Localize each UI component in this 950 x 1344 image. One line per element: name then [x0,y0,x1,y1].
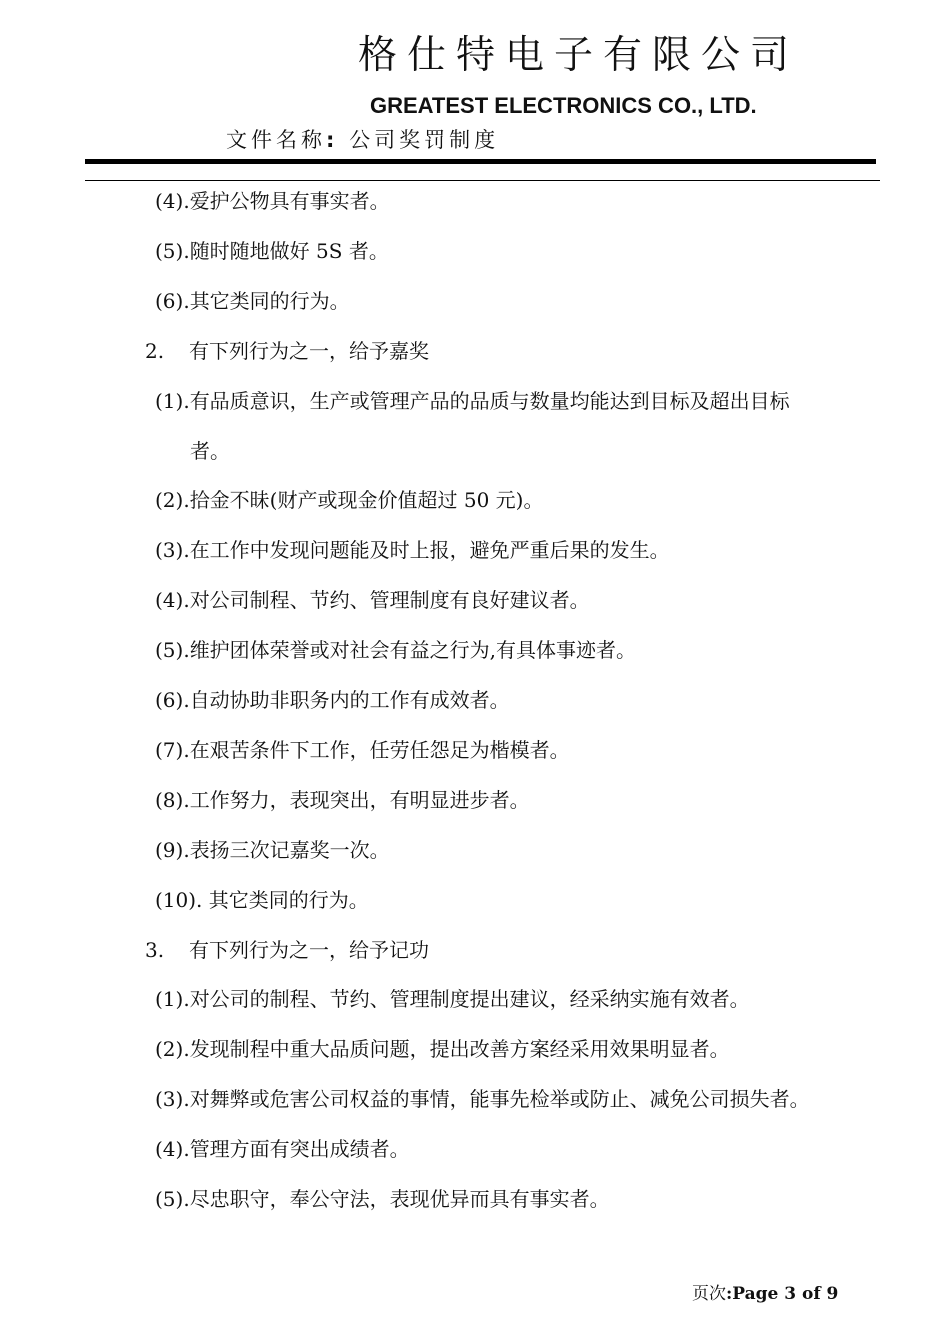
list-item: (1).对公司的制程、节约、管理制度提出建议，经采纳实施有效者。 [155,987,750,1011]
list-item: (5).尽忠职守，奉公守法，表现优异而具有事实者。 [155,1187,610,1211]
section-number: 2. [145,339,165,363]
list-item: (4).对公司制程、节约、管理制度有良好建议者。 [155,588,590,612]
list-item: (3).在工作中发现问题能及时上报，避免严重后果的发生。 [155,538,670,562]
page-number-value: :Page 3 of 9 [726,1284,839,1304]
list-item: (7).在艰苦条件下工作，任劳任怨足为楷模者。 [155,738,570,762]
section-heading [145,938,429,962]
section-heading-text: 有下列行为之一，给予记功 [189,938,429,962]
page-number-label: 页次 [692,1284,726,1304]
list-item: (5).随时随地做好 5S 者。 [155,239,389,263]
document-name-label: 文件名称 [226,128,326,152]
list-item: (9).表扬三次记嘉奖一次。 [155,838,390,862]
header-divider-thin [85,180,880,181]
list-item: (6).其它类同的行为。 [155,289,350,313]
section-heading-text: 有下列行为之一，给予嘉奖 [189,339,429,363]
company-name-english: GREATEST ELECTRONICS CO., LTD. [370,93,757,118]
document-name [226,124,499,154]
list-item: (10). 其它类同的行为。 [155,888,369,912]
section-heading [145,339,429,363]
list-item: (6).自动协助非职务内的工作有成效者。 [155,688,510,712]
company-name-chinese: 格仕特电子有限公司 [358,33,800,78]
list-item: (5).维护团体荣誉或对社会有益之行为,有具体事迹者。 [155,638,637,662]
list-item: (1).有品质意识，生产或管理产品的品质与数量均能达到目标及超出目标 [155,389,790,413]
list-item: (3).对舞弊或危害公司权益的事情，能事先检举或防止、减免公司损失者。 [155,1087,810,1111]
list-item-continuation: 者。 [190,439,230,463]
list-item: (2).发现制程中重大品质问题，提出改善方案经采用效果明显者。 [155,1037,730,1061]
document-name-colon: : [326,128,339,152]
page-number [692,1279,838,1304]
document-title: 公司奖罚制度 [349,128,500,152]
section-number: 3. [145,938,165,962]
list-item: (4).管理方面有突出成绩者。 [155,1137,410,1161]
list-item: (2).拾金不昧(财产或现金价值超过 50 元)。 [155,488,544,512]
header-divider-thick [85,159,876,164]
list-item: (4).爱护公物具有事实者。 [155,189,390,213]
list-item: (8).工作努力，表现突出，有明显进步者。 [155,788,530,812]
